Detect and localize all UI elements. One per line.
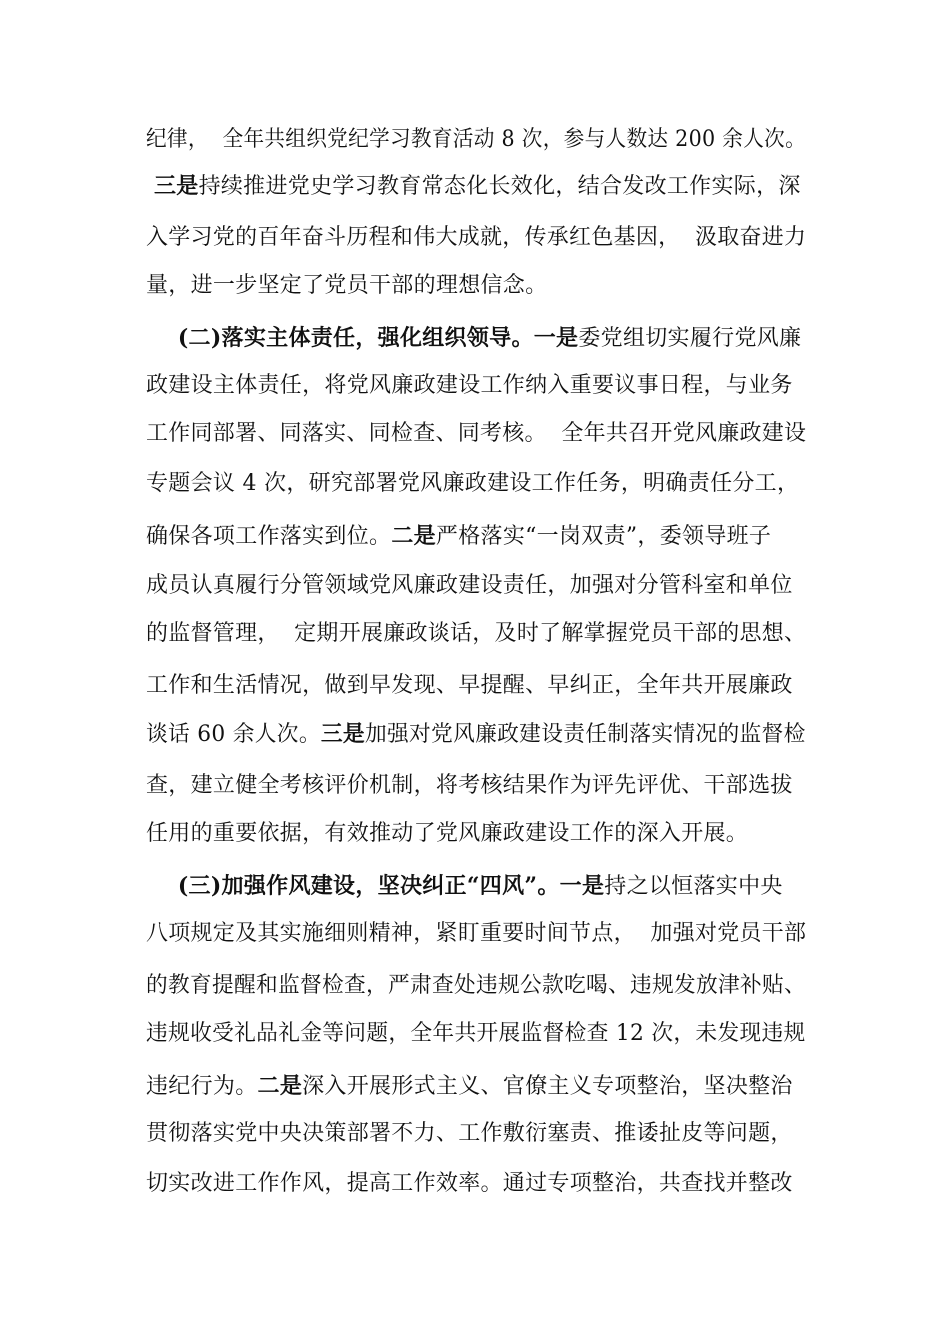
bold-text-segment: (二)落实主体责任，强化组织领导。一是 xyxy=(146,325,579,351)
text-segment: 确保各项工作落实到位。 xyxy=(146,524,392,549)
text-line xyxy=(146,870,783,902)
text-line xyxy=(146,718,806,750)
text-line xyxy=(146,270,547,302)
text-segment: 违纪行为。 xyxy=(146,1074,258,1099)
text-line xyxy=(146,370,793,402)
bold-text-segment: 二是 xyxy=(257,1073,303,1099)
text-line xyxy=(146,468,799,500)
text-segment: 切实改进工作作风，提高工作效率。通过专项整治，共查找并整改 xyxy=(146,1171,793,1196)
text-segment: 严格落实“一岗双责”，委领导班子 xyxy=(435,524,772,549)
text-line xyxy=(146,818,748,850)
text-line xyxy=(146,222,806,254)
text-line xyxy=(146,570,793,602)
text-segment: 纪律， 全年共组织党纪学习教育活动 8 次，参与人数达 200 余人次。 xyxy=(146,127,807,152)
text-segment: 委党组切实履行党风廉 xyxy=(578,326,802,351)
text-segment: 持之以恒落实中央 xyxy=(604,874,783,899)
text-segment: 深入开展形式主义、官僚主义专项整治，坚决整治 xyxy=(302,1074,793,1099)
text-segment: 谈话 60 余人次。 xyxy=(146,722,321,747)
text-segment: 贯彻落实党中央决策部署不力、工作敷衍塞责、推诿扯皮等问题， xyxy=(146,1121,793,1146)
text-line xyxy=(146,670,793,702)
text-segment: 任用的重要依据，有效推动了党风廉政建设工作的深入开展。 xyxy=(146,821,749,846)
text-line xyxy=(146,520,771,552)
text-line xyxy=(146,1018,806,1050)
text-line xyxy=(146,918,806,950)
text-line xyxy=(146,1118,793,1150)
text-line xyxy=(146,970,806,1002)
text-segment: 的监督管理， 定期开展廉政谈话，及时了解掌握党员干部的思想、 xyxy=(146,621,807,646)
text-segment: 政建设主体责任，将党风廉政建设工作纳入重要议事日程，与业务 xyxy=(146,373,793,398)
text-segment: 持续推进党史学习教育常态化长效化，结合发改工作实际，深 xyxy=(198,174,801,199)
bold-text-segment: (三)加强作风建设，坚决纠正“四风”。一是 xyxy=(146,873,605,899)
text-segment: 工作同部署、同落实、同检查、同考核。 全年共召开党风廉政建设 xyxy=(146,421,807,446)
bold-text-segment: 二是 xyxy=(391,523,436,549)
text-line xyxy=(146,418,806,450)
text-line xyxy=(146,322,801,354)
text-segment: 成员认真履行分管领域党风廉政建设责任，加强对分管科室和单位 xyxy=(146,573,793,598)
text-line xyxy=(146,170,801,202)
text-line xyxy=(146,1070,793,1102)
text-segment: 的教育提醒和监督检查，严肃查处违规公款吃喝、违规发放津补贴、 xyxy=(146,973,807,998)
text-line xyxy=(146,618,806,650)
text-segment: 专题会议 4 次，研究部署党风廉政建设工作任务，明确责任分工， xyxy=(146,471,800,496)
text-segment: 量，进一步坚定了党员干部的理想信念。 xyxy=(146,273,548,298)
text-segment: 查，建立健全考核评价机制，将考核结果作为评先评优、干部选拔 xyxy=(146,773,793,798)
text-line xyxy=(146,124,806,156)
bold-text-segment: 三是 xyxy=(146,173,199,199)
text-segment: 加强对党风廉政建设责任制落实情况的监督检 xyxy=(364,722,806,747)
text-line xyxy=(146,770,793,802)
bold-text-segment: 三是 xyxy=(320,721,365,747)
text-segment: 违规收受礼品礼金等问题，全年共开展监督检查 12 次，未发现违规 xyxy=(146,1021,806,1046)
text-segment: 工作和生活情况，做到早发现、早提醒、早纠正，全年共开展廉政 xyxy=(146,673,793,698)
text-segment: 入学习党的百年奋斗历程和伟大成就，传承红色基因， 汲取奋进力 xyxy=(146,225,807,250)
text-segment: 八项规定及其实施细则精神，紧盯重要时间节点， 加强对党员干部 xyxy=(146,921,807,946)
text-line xyxy=(146,1168,793,1200)
